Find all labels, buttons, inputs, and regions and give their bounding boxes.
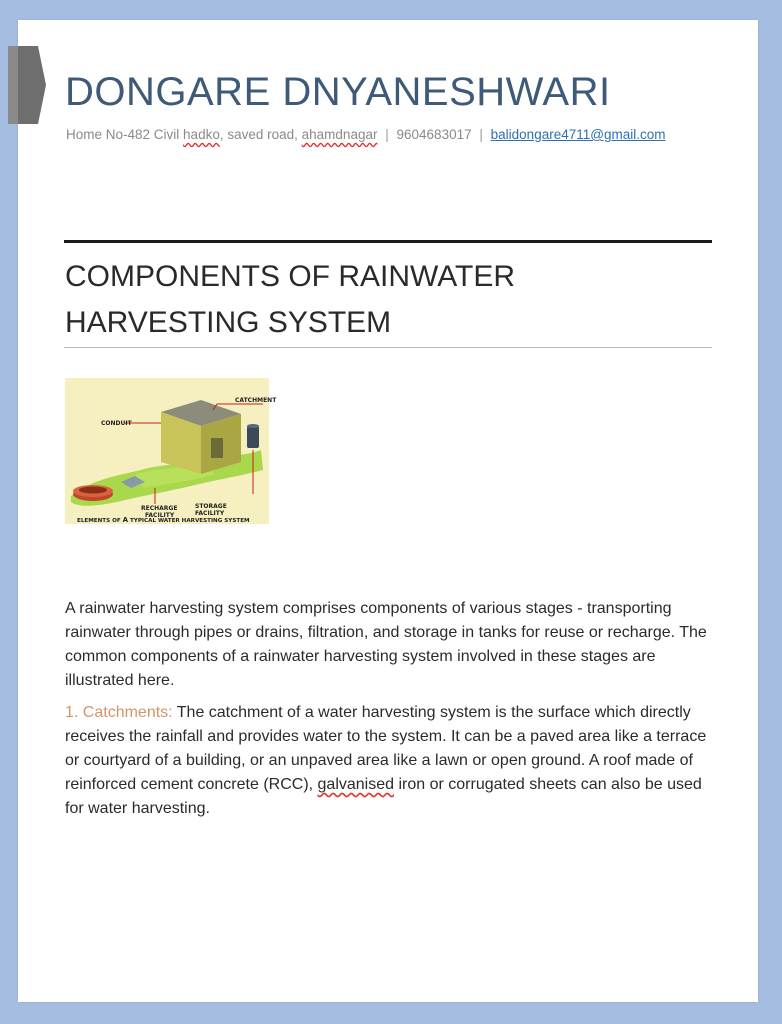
label-recharge-1: RECHARGE: [141, 505, 178, 512]
address-part-misspelled: hadko: [183, 127, 220, 142]
separator: |: [385, 127, 389, 142]
label-storage-1: STORAGE: [195, 503, 227, 510]
label-recharge-2: FACILITY: [145, 512, 175, 519]
intro-paragraph: A rainwater harvesting system comprises components of various stages - transporting rainwater through pipes or drains, filtration, and storage in tanks for reuse or recharge. The common components of a rainwater harvesting system involved in these stages are illustrated here.: [65, 600, 707, 689]
catchments-paragraph: [65, 701, 713, 821]
label-storage-2: FACILITY: [195, 510, 225, 517]
address-city: ahamdnagar: [301, 127, 378, 142]
catchments-misspelled-word: galvanised: [317, 776, 395, 793]
phone-number: 9604683017: [396, 127, 472, 142]
separator: |: [479, 127, 483, 142]
label-conduit: CONDUIT: [101, 420, 132, 427]
contact-line: [66, 127, 665, 142]
section-title: COMPONENTS OF RAINWATER HARVESTING SYSTEM: [65, 260, 515, 339]
email-link[interactable]: balidongare4711@gmail.com: [490, 127, 666, 142]
address-part: , saved road,: [219, 127, 302, 142]
catchments-text: The catchment of a water harvesting system is the surface which directly receives the rainfall and provides water to the system. It can be a paved area like a terrace or courtyard of a building, or an unpaved area like a lawn or open ground. A roof made of reinforced cement concrete (RCC),: [65, 704, 707, 793]
label-catchment: CATCHMENT: [235, 397, 277, 404]
author-name: DONGARE DNYANESHWARI: [65, 70, 611, 114]
page-tab-marker: [8, 46, 46, 124]
heading-rule-bottom: [64, 347, 712, 348]
rainwater-harvesting-illustration: [65, 378, 277, 524]
address-part: Home No-482 Civil: [66, 127, 184, 142]
heading-rule-top: [64, 240, 712, 243]
figure-caption: ELEMENTS OF A TYPICAL WATER HARVESTING SYSTEM: [77, 516, 250, 524]
catchments-label: 1. Catchments:: [65, 704, 173, 721]
document-page: [18, 20, 758, 1002]
catchments-text-end: iron or corrugated sheets can also be used for water harvesting.: [65, 776, 702, 817]
body-text: [65, 597, 713, 829]
